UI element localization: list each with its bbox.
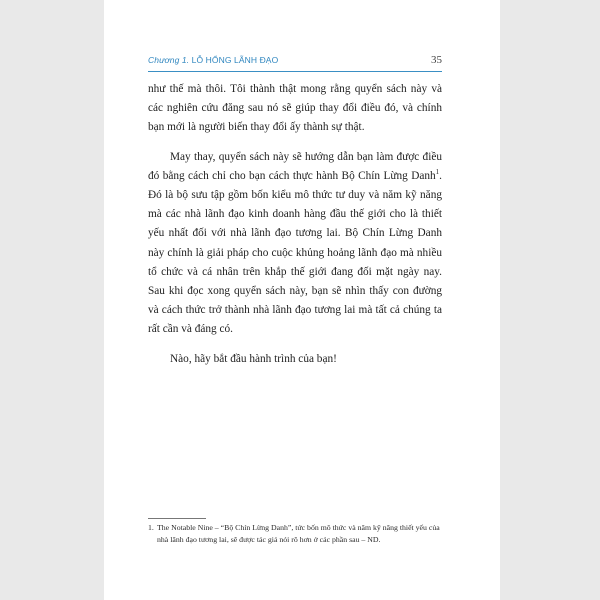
paragraph-2 [148,148,442,340]
chapter-label [148,55,278,65]
page-number: 35 [431,54,442,66]
chapter-prefix: Chương 1. [148,55,190,65]
footnote-divider [148,518,206,519]
body-text [148,80,442,379]
paragraph-2-part-2: . Đó là bộ sưu tập gồm bốn kiểu mô thức tư duy và năm kỹ năng mà các nhà lãnh đạo kinh doanh hàng đầu thế giới cho là thiết yếu nhất đối với nhà lãnh đạo tương lai. Bộ Chín Lừng Danh này chính là giải pháp cho cuộc khủng hoảng lãnh đạo mà nhiều tổ chức và cá nhân trên khắp thế giới đang đối mặt ngày nay. Sau khi đọc xong quyển sách này, bạn sẽ nhìn thấy con đường và cách thức trở thành nhà lãnh đạo tương lai mà tất cả chúng ta rất cần và đáng có. [148,169,442,336]
paragraph-2-part-1: May thay, quyển sách này sẽ hướng dẫn bạn làm được điều đó bằng cách chỉ cho bạn cách thực hành Bộ Chín Lừng Danh [148,150,442,182]
running-header [148,53,442,72]
footnote [148,522,442,546]
paragraph-1: như thế mà thôi. Tôi thành thật mong rằng quyển sách này và các nghiên cứu đăng sau nó sẽ giúp thay đổi điều đó, và chính bạn mới là người biến thay đổi ấy thành sự thật. [148,83,442,134]
chapter-title: LỖ HỔNG LÃNH ĐẠO [191,55,279,65]
footnote-reference: 1 [435,168,440,177]
paragraph-3: Nào, hãy bắt đầu hành trình của bạn! [170,352,337,365]
book-page [104,0,500,600]
footnote-text: The Notable Nine – “Bộ Chín Lừng Danh”, tức bốn mô thức và năm kỹ năng thiết yếu của nhà lãnh đạo tương lai, sẽ được tác giả nói rõ hơn ở các phần sau – ND. [157,523,440,544]
footnote-number: 1. [148,523,154,532]
